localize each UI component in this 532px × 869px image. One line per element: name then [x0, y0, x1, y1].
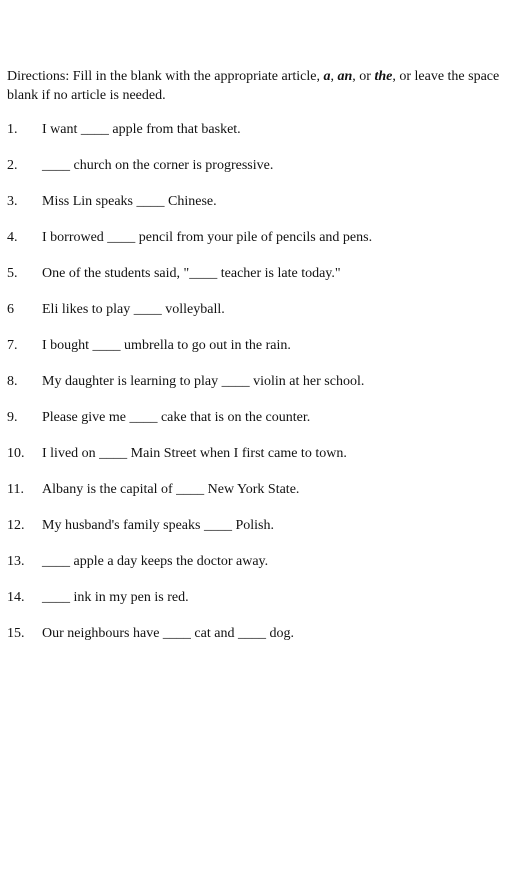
directions-line-1	[7, 67, 532, 86]
question-item	[7, 589, 532, 625]
question-text: Albany is the capital of ____ New York State.	[42, 482, 300, 497]
question-list	[7, 121, 532, 661]
question-item	[7, 301, 532, 337]
question-number: 6	[7, 302, 14, 317]
directions-sep-1: ,	[330, 69, 338, 84]
question-number: 1.	[7, 122, 18, 137]
question-item	[7, 553, 532, 589]
question-number: 2.	[7, 158, 18, 173]
question-number: 9.	[7, 410, 18, 425]
question-text: My daughter is learning to play ____ violin at her school.	[42, 374, 365, 389]
question-number: 12.	[7, 518, 25, 533]
question-item	[7, 193, 532, 229]
directions-text-part2: , or leave the space	[392, 69, 500, 84]
question-text: ____ apple a day keeps the doctor away.	[42, 554, 269, 569]
question-text: Miss Lin speaks ____ Chinese.	[42, 194, 217, 209]
question-item	[7, 265, 532, 301]
question-number: 4.	[7, 230, 18, 245]
question-number: 7.	[7, 338, 18, 353]
question-item	[7, 409, 532, 445]
question-text: ____ ink in my pen is red.	[42, 590, 189, 605]
question-item	[7, 625, 532, 661]
question-item	[7, 481, 532, 517]
directions-sep-2: , or	[352, 69, 375, 84]
question-text: One of the students said, "____ teacher is late today."	[42, 266, 341, 281]
directions-line-2: blank if no article is needed.	[7, 88, 166, 103]
question-number: 11.	[7, 482, 24, 497]
question-item	[7, 337, 532, 373]
question-text: Please give me ____ cake that is on the counter.	[42, 410, 311, 425]
question-text: Eli likes to play ____ volleyball.	[42, 302, 225, 317]
question-text: Our neighbours have ____ cat and ____ dog.	[42, 626, 294, 641]
question-number: 8.	[7, 374, 18, 389]
question-number: 13.	[7, 554, 25, 569]
article-the: the	[374, 69, 393, 84]
question-number: 5.	[7, 266, 18, 281]
question-item	[7, 517, 532, 553]
question-number: 3.	[7, 194, 18, 209]
question-text: ____ church on the corner is progressive.	[42, 158, 274, 173]
question-item	[7, 445, 532, 481]
question-item	[7, 121, 532, 157]
question-item	[7, 373, 532, 409]
question-text: I bought ____ umbrella to go out in the rain.	[42, 338, 291, 353]
article-an: an	[337, 69, 353, 84]
question-text: I lived on ____ Main Street when I first came to town.	[42, 446, 347, 461]
question-text: I want ____ apple from that basket.	[42, 122, 241, 137]
question-text: My husband's family speaks ____ Polish.	[42, 518, 274, 533]
question-number: 10.	[7, 446, 25, 461]
question-item	[7, 229, 532, 265]
question-number: 15.	[7, 626, 25, 641]
question-number: 14.	[7, 590, 25, 605]
directions-text-part1: Directions: Fill in the blank with the appropriate article,	[7, 69, 324, 84]
article-a: a	[323, 69, 331, 84]
question-text: I borrowed ____ pencil from your pile of pencils and pens.	[42, 230, 373, 245]
directions	[7, 67, 532, 105]
question-item	[7, 157, 532, 193]
